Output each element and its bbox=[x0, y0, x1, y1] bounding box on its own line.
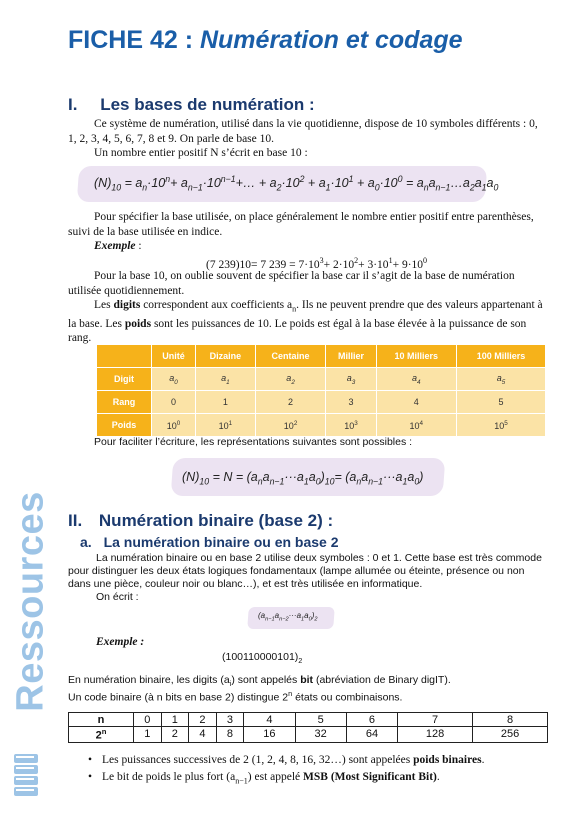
table-header-cell: 100 Milliers bbox=[456, 345, 545, 368]
table-cell: $10^3$ bbox=[326, 414, 376, 437]
section1-p3: Pour spécifier la base utilisée, on place généralement le nombre entier positif entre parenthèses, suivi de la base utilisée en indice. bbox=[68, 211, 534, 238]
table-cell: $10^4$ bbox=[376, 414, 456, 437]
section1-p6: Les digits correspondent aux coefficients $a_n$. Ils ne peuvent prendre que des valeurs appartenant à la base. Les poids sont les puissances de 10. Le poids est égal à la base élevée à la puissance de son rang. bbox=[68, 299, 543, 345]
example-formula-1: (7 239)10= 7 $239 = 7\cdot 10^3+ 2\cdot 10^2+ 3\cdot 10^1+ 9\cdot 10^0$ bbox=[206, 256, 428, 271]
table-cell: 8 bbox=[216, 727, 244, 743]
table-cell: 128 bbox=[398, 727, 473, 743]
row-label: n bbox=[69, 713, 134, 727]
table-row bbox=[97, 368, 546, 391]
table-cell: 4 bbox=[244, 713, 295, 727]
formula-base10: $(N)_{10} = a_n\cdot 10^n+$ $a_{n-1}\cdot 10^{n-1}+\dots + a_2\cdot 10^2 + a_1\cdot 10^1 + a_0\cdot 10^0$ = $a_na_{n-1}\dots a_2a_1a_0$ bbox=[94, 174, 499, 193]
section2-p2: On écrit : bbox=[96, 591, 139, 603]
table-cell: 2 bbox=[189, 713, 217, 727]
section2-title: Numération binaire (base 2) : bbox=[98, 511, 334, 530]
subsection-number: a. bbox=[80, 534, 92, 550]
table-cell: $10^2$ bbox=[255, 414, 326, 437]
table-cell: 2 bbox=[255, 391, 326, 414]
section1-number: I. bbox=[68, 95, 78, 114]
table-row bbox=[97, 414, 546, 437]
row-label: 2$^n$ bbox=[69, 727, 134, 743]
table-header-cell: 10 Milliers bbox=[376, 345, 456, 368]
table-cell: $10^5$ bbox=[456, 414, 545, 437]
table-cell: 3 bbox=[326, 391, 376, 414]
table-cell: 6 bbox=[346, 713, 397, 727]
table-cell: 64 bbox=[346, 727, 397, 743]
section1-p2: Un nombre entier positif N s’écrit en base 10 : bbox=[94, 147, 308, 159]
table-cell: 8 bbox=[473, 713, 548, 727]
table-cell: 256 bbox=[473, 727, 548, 743]
table-cell: $a_4$ bbox=[376, 368, 456, 391]
table-row bbox=[97, 391, 546, 414]
books-icon bbox=[12, 752, 40, 800]
table-cell: 32 bbox=[295, 727, 346, 743]
side-label bbox=[6, 470, 50, 740]
section1-p7: Pour faciliter l’écriture, les représentations suivantes sont possibles : bbox=[94, 436, 413, 448]
digit-table-header bbox=[97, 345, 546, 368]
table-cell: $10^1$ bbox=[196, 414, 256, 437]
table-cell: 16 bbox=[244, 727, 295, 743]
title-main: Numération et codage bbox=[199, 26, 463, 54]
section2-heading bbox=[68, 511, 333, 531]
table-cell: 0 bbox=[152, 391, 196, 414]
table-header-cell: Millier bbox=[326, 345, 376, 368]
table-cell: 1 bbox=[196, 391, 256, 414]
table-cell: 2 bbox=[161, 727, 189, 743]
example-label-1: Exemple : bbox=[94, 240, 142, 252]
table-cell: $a_5$ bbox=[456, 368, 545, 391]
table-cell: 5 bbox=[295, 713, 346, 727]
subsection-title: La numération binaire ou en base 2 bbox=[103, 534, 339, 550]
table-header-cell: Centaine bbox=[255, 345, 326, 368]
formula-notation: $(N)_{10} = N = (a_na_{n-1}\cdot\cdot\cdot a_1a_0)_{10}= (a_na_{n-1}\cdot\cdot\cdot a_1a_0)$ bbox=[182, 470, 424, 487]
table-cell: $a_3$ bbox=[326, 368, 376, 391]
table-cell: 4 bbox=[376, 391, 456, 414]
table-header-cell: Dizaine bbox=[196, 345, 256, 368]
binary-example: $(100110000101)_2$ bbox=[222, 651, 303, 666]
bullet-list bbox=[88, 753, 548, 788]
digit-table bbox=[96, 344, 546, 437]
table-cell: $a_2$ bbox=[255, 368, 326, 391]
table-cell: 7 bbox=[398, 713, 473, 727]
list-item: • Le bit de poids le plus fort $(a_{n-1})$ est appelé MSB (Most Significant Bit). bbox=[88, 770, 548, 789]
section1-heading bbox=[68, 95, 315, 115]
table-row bbox=[69, 727, 548, 743]
table-cell: 3 bbox=[216, 713, 244, 727]
section1-title: Les bases de numération : bbox=[100, 95, 315, 114]
table-cell: 1 bbox=[134, 727, 162, 743]
page-title bbox=[68, 22, 548, 58]
table-cell: 5 bbox=[456, 391, 545, 414]
table-header-cell: Unité bbox=[152, 345, 196, 368]
section1-p5: Pour la base 10, on oublie souvent de spécifier la base car il s’agit de la base de numération utilisée quotidiennement. bbox=[68, 270, 515, 297]
table-cell: 0 bbox=[134, 713, 162, 727]
table-cell: $10^0$ bbox=[152, 414, 196, 437]
title-prefix: FICHE 42 : bbox=[68, 26, 200, 54]
subsection-heading bbox=[80, 534, 339, 550]
section2-p3: En numération binaire, les digits $(a_i)$ sont appelés bit (abréviation de Binary digIT). bbox=[68, 674, 451, 689]
section2-p4: Un code binaire (à n bits en base 2) distingue 2$^n$ états ou combinaisons. bbox=[68, 689, 403, 704]
row-label: Poids bbox=[97, 414, 152, 437]
section2-p1: La numération binaire ou en base 2 utilise deux symboles : 0 et 1. Cette base est très commode pour distinguer les deux états logiques fondamentaux (lampe allumée ou éteinte, présence ou non dans une pièce, couleur noir ou blanc…), et est très utilisée en informatique. bbox=[68, 552, 542, 590]
table-row bbox=[69, 713, 548, 727]
table-cell: 1 bbox=[161, 713, 189, 727]
table-cell: $a_1$ bbox=[196, 368, 256, 391]
example-label-2: Exemple : bbox=[96, 636, 145, 648]
formula-binary: $(a_{n-1}a_{n-2}\cdot\cdot\cdot a_1a_0)_2$ bbox=[258, 611, 318, 623]
section2-number: II. bbox=[68, 511, 83, 530]
list-item: • Les puissances successives de 2 (1, 2, 4, 8, 16, 32…) sont appelées poids binaires. bbox=[88, 753, 548, 768]
table-cell: 4 bbox=[189, 727, 217, 743]
binary-table bbox=[68, 712, 548, 743]
row-label: Digit bbox=[97, 368, 152, 391]
section1-p1: Ce système de numération, utilisé dans la vie quotidienne, dispose de 10 symboles différents : 0, 1, 2, 3, 4, 5, 6, 7, 8 et 9. On parle de base 10. bbox=[68, 118, 538, 145]
table-cell: $a_0$ bbox=[152, 368, 196, 391]
side-label-text: Ressources bbox=[9, 491, 52, 712]
row-label: Rang bbox=[97, 391, 152, 414]
